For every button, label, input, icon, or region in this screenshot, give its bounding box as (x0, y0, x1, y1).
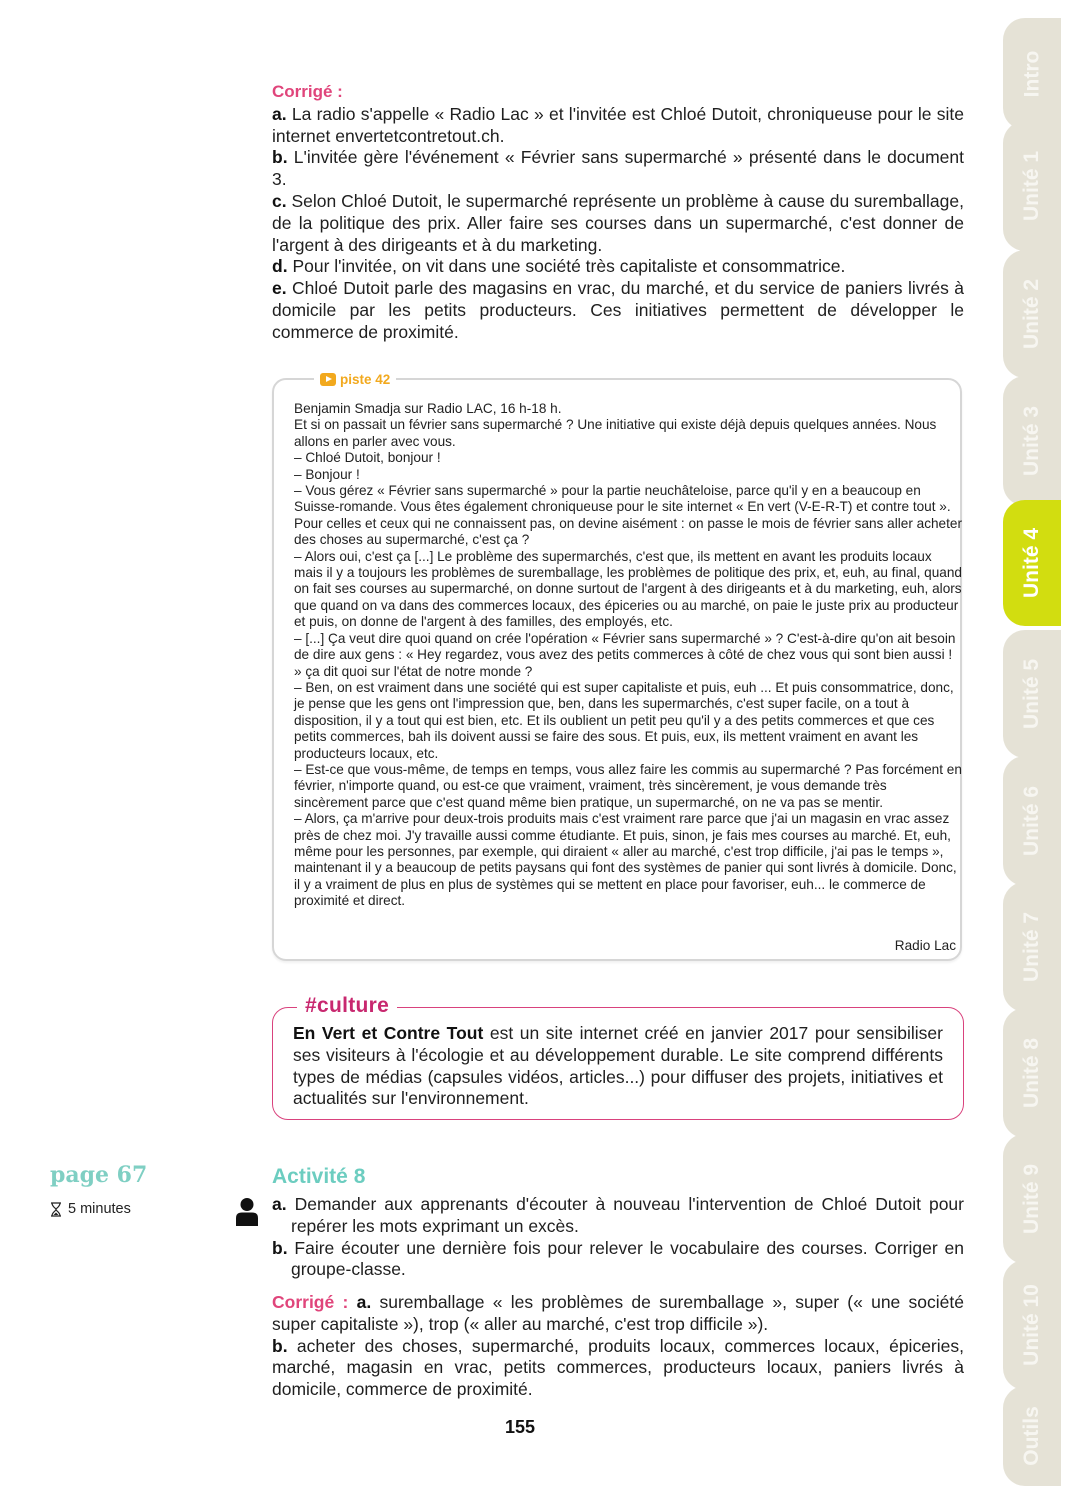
tab-intro[interactable]: Intro (1003, 18, 1061, 130)
tab-unite-4[interactable]: Unité 4 (1003, 500, 1061, 626)
culture-text: En Vert et Contre Tout est un site internet créé en janvier 2017 pour sensibiliser ses visiteurs à l'écologie et au développement durable. Le site comprend différents types de médias (capsules vidéos, articles...) pour diffuser des projets, initiatives et actualités sur l'environnement. (293, 1023, 943, 1109)
tab-unite-5[interactable]: Unité 5 (1003, 630, 1061, 758)
activity-title: Activité 8 (272, 1165, 366, 1188)
corrige-a: Corrigé : a. suremballage « les problèmes de suremballage », super (« une société super capitaliste »), trop (« aller au marché, c'est trop difficile »). (272, 1292, 964, 1334)
corrige-title: Corrigé : (272, 82, 343, 101)
person-icon (235, 1197, 259, 1227)
tab-unite-10[interactable]: Unité 10 (1003, 1260, 1061, 1390)
activity-corrige (272, 1292, 964, 1401)
activity-instructions (272, 1194, 964, 1281)
answer-a: a. La radio s'appelle « Radio Lac » et l'invitée est Chloé Dutoit, chroniqueuse pour le site internet envertetcontretout.ch. (272, 103, 964, 146)
audio-track-button[interactable] (314, 372, 396, 387)
transcript-box (272, 372, 962, 961)
transcript-source: Radio Lac (894, 938, 956, 953)
page-reference: page 67 (50, 1162, 148, 1188)
culture-box (272, 994, 964, 1120)
corrige-section (272, 81, 964, 344)
tab-unite-3[interactable]: Unité 3 (1003, 376, 1061, 506)
corrige-title: Corrigé : (272, 1292, 349, 1312)
transcript-line: – Ben, on est vraiment dans une société qui est super capitaliste et puis, euh ... Et puis consommatrice, donc, je pense que les gens ont l'impression que, ben, dans les supermarchés, c'est super facile, on a tout à disposition, il y a tout qui est bien, etc. Et ils oublient un petit peu qu'il y a des petits commerces et que ces petits commerces, bah ils doivent aussi se faire des sous. Et puis, eux, ils mettent vraiment en avant les producteurs locaux, etc. (294, 679, 954, 761)
transcript-line: – Est-ce que vous-même, de temps en temps, vous allez faire les commis au supermarché ? Pas forcément en février, n'importe quand, ou est-ce que vraiment, vraiment, très sincèrement, je vous demande très sincèrement parce que c'est quand même bien pratique, un supermarché, on ne va pas se mentir. (294, 761, 962, 810)
answer-b: b. L'invitée gère l'événement « Février sans supermarché » présenté dans le document 3. (272, 147, 964, 190)
transcript-line: – Alors oui, c'est ça [...] Le problème des supermarchés, c'est que, ils mettent en avant les produits locaux mais il y a toujours les problèmes de suremballage, les problèmes de politique des prix, et, euh, au final, quand on fait ses courses au supermarché, on donne surtout de l'argent à des dirigeants et à du marketing, euh, alors que quand on va dans des commerces locaux, des épiceries ou au marché, on paie le juste prix au producteur et puis, on donne de l'argent à des familles, des employés, etc. (294, 548, 962, 630)
tab-unite-2[interactable]: Unité 2 (1003, 250, 1061, 378)
answer-e: e. Chloé Dutoit parle des magasins en vrac, du marché, et du service de paniers livrés à domicile par les petits producteurs. Ces initiatives permettent de développer le commerce de proximité. (272, 278, 964, 342)
transcript-line: – Chloé Dutoit, bonjour ! (294, 450, 441, 466)
tab-unite-1[interactable]: Unité 1 (1003, 121, 1061, 251)
transcript-line: – Alors, ça m'arrive pour deux-trois produits mais c'est vraiment rare parce que j'ai un magasin en vrac assez près de chez moi. J'y travaille aussi comme étudiante. Et puis, sinon, je fais mes courses au marché. Et, euh, même pour les personnes, par exemple, qui diraient « aller au marché, c'est trop difficile, j'ai pas le temps », maintenant il y a beaucoup de petits paysans qui font des systèmes de panier qui sont livrés à domicile. Donc, il y a vraiment de plus en plus de systèmes qui se mettent en place pour favoriser, euh... le commerce de proximité et direct. (294, 811, 957, 909)
page-number: 155 (505, 1417, 536, 1437)
tab-unite-8[interactable]: Unité 8 (1003, 1008, 1061, 1138)
tab-unite-9[interactable]: Unité 9 (1003, 1134, 1061, 1264)
unit-tabs (1003, 18, 1061, 1465)
hourglass-icon (50, 1202, 62, 1217)
tab-unite-6[interactable]: Unité 6 (1003, 756, 1061, 886)
duration (50, 1201, 131, 1217)
culture-tag: #culture (297, 994, 397, 1018)
instruction-b: b. Faire écouter une dernière fois pour relever le vocabulaire des courses. Corriger en groupe-classe. (272, 1237, 964, 1280)
transcript-line: – [...] Ça veut dire quoi quand on crée l'opération « Février sans supermarché » ? C'est-à-dire qu'on ait besoin de dire aux gens : « Hey regardez, vous avez des petits commerces à côté de chez vous qui sont bien aussi ! » ça dit quoi sur l'état de notre monde ? (294, 630, 956, 679)
transcript-line: Et si on passait un février sans supermarché ? Une initiative qui existe déjà depuis quelques années. Nous allons en parler avec vous. (294, 417, 937, 449)
corrige-b: b. acheter des choses, supermarché, produits locaux, commerces locaux, épiceries, marché, magasin en vrac, petits commerces, producteurs locaux, paniers livrés à domicile, commerce de proximité. (272, 1335, 964, 1400)
transcript-line: Benjamin Smadja sur Radio LAC, 16 h-18 h. (294, 401, 562, 416)
answer-d: d. Pour l'invitée, on vit dans une société très capitaliste et consommatrice. (272, 256, 846, 277)
tab-unite-7[interactable]: Unité 7 (1003, 882, 1061, 1012)
play-icon (320, 373, 336, 386)
track-label: piste 42 (340, 372, 391, 387)
tab-outils[interactable]: Outils (1003, 1386, 1061, 1486)
transcript-line: – Vous gérez « Février sans supermarché » pour la partie neuchâteloise, parce qu'il y en a beaucoup en Suisse-romande. Vous êtes également chroniqueuse pour le site internet « En vert (V-E-R-T) et contre tout ». Pour celles et ceux qui ne connaissent pas, on devine aisément : on passe le mois de février sans aller acheter des choses au supermarché, c'est ça ? (294, 483, 962, 548)
transcript-line: – Bonjour ! (294, 466, 360, 482)
transcript-text (294, 401, 962, 910)
instruction-a: a. Demander aux apprenants d'écouter à nouveau l'intervention de Chloé Dutoit pour repérer les mots exprimant un excès. (272, 1194, 964, 1236)
duration-label: 5 minutes (68, 1201, 131, 1217)
answer-c: c. Selon Chloé Dutoit, le supermarché représente un problème à cause du suremballage, de la politique des prix. Aller faire ses courses dans un supermarché, c'est donner de l'argent à des dirigeants et à du marketing. (272, 190, 964, 255)
